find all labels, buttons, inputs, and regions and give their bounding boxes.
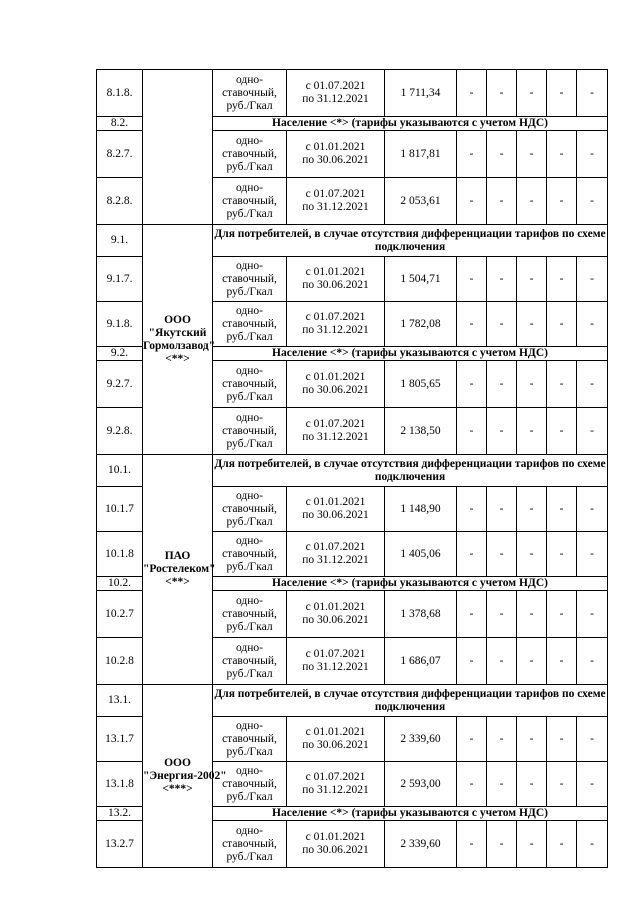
rate-type: одно- ставочный, руб./Гкал — [213, 717, 287, 762]
period: с 01.07.2021 по 31.12.2021 — [287, 178, 385, 225]
rate-type: одно- ставочный, руб./Гкал — [213, 178, 287, 225]
row-number: 9.1.7. — [97, 257, 143, 302]
empty-cell: - — [517, 178, 547, 225]
empty-cell: - — [457, 638, 487, 685]
table-row — [97, 70, 608, 117]
empty-cell: - — [487, 591, 517, 638]
row-number: 8.2.8. — [97, 178, 143, 225]
org-name: ПАО "Ростелеком" <**> — [143, 455, 213, 685]
rate-type: одно- ставочный, руб./Гкал — [213, 302, 287, 347]
period: с 01.07.2021 по 31.12.2021 — [287, 762, 385, 807]
rate-type: одно- ставочный, руб./Гкал — [213, 532, 287, 577]
period: с 01.07.2021 по 31.12.2021 — [287, 302, 385, 347]
tariff-value: 1 504,71 — [385, 257, 457, 302]
empty-cell: - — [487, 302, 517, 347]
empty-cell: - — [487, 717, 517, 762]
row-number: 9.1.8. — [97, 302, 143, 347]
row-number: 10.2.7 — [97, 591, 143, 638]
empty-cell: - — [517, 821, 547, 868]
empty-cell: - — [547, 821, 577, 868]
rate-type: одно- ставочный, руб./Гкал — [213, 821, 287, 868]
row-number: 9.2.7. — [97, 361, 143, 408]
row-number: 13.1.8 — [97, 762, 143, 807]
empty-cell: - — [457, 408, 487, 455]
empty-cell: - — [577, 532, 608, 577]
empty-cell: - — [487, 178, 517, 225]
org-name: ООО "Энергия-2002" <***> — [143, 685, 213, 868]
period: с 01.01.2021 по 30.06.2021 — [287, 717, 385, 762]
rate-type: одно- ставочный, руб./Гкал — [213, 361, 287, 408]
period: с 01.01.2021 по 30.06.2021 — [287, 257, 385, 302]
row-number: 13.1.7 — [97, 717, 143, 762]
empty-cell: - — [577, 638, 608, 685]
empty-cell: - — [517, 257, 547, 302]
row-number: 10.1. — [97, 455, 143, 487]
tariff-value: 2 339,60 — [385, 821, 457, 868]
empty-cell: - — [577, 762, 608, 807]
row-number: 13.2.7 — [97, 821, 143, 868]
empty-cell: - — [547, 70, 577, 117]
empty-cell: - — [577, 257, 608, 302]
empty-cell: - — [547, 762, 577, 807]
section-header: Население <*> (тарифы указываются с учетом НДС) — [213, 117, 608, 131]
empty-cell: - — [547, 591, 577, 638]
rate-type: одно- ставочный, руб./Гкал — [213, 638, 287, 685]
period: с 01.01.2021 по 30.06.2021 — [287, 131, 385, 178]
rate-type: одно- ставочный, руб./Гкал — [213, 257, 287, 302]
table-row — [97, 455, 608, 487]
org-name: ООО "Якутский Гормолзавод" <**> — [143, 225, 213, 455]
empty-cell: - — [577, 70, 608, 117]
empty-cell: - — [487, 487, 517, 532]
empty-cell: - — [457, 131, 487, 178]
tariff-value: 2 593,00 — [385, 762, 457, 807]
tariff-value: 1 405,06 — [385, 532, 457, 577]
empty-cell: - — [547, 532, 577, 577]
tariff-value: 1 817,81 — [385, 131, 457, 178]
row-number: 10.2.8 — [97, 638, 143, 685]
empty-cell: - — [577, 717, 608, 762]
tariff-value: 1 711,34 — [385, 70, 457, 117]
row-number: 9.2. — [97, 347, 143, 361]
tariff-value: 1 148,90 — [385, 487, 457, 532]
tariff-value: 1 782,08 — [385, 302, 457, 347]
empty-cell: - — [547, 638, 577, 685]
empty-cell: - — [487, 821, 517, 868]
empty-cell: - — [547, 257, 577, 302]
period: с 01.01.2021 по 30.06.2021 — [287, 487, 385, 532]
empty-cell: - — [457, 361, 487, 408]
empty-cell: - — [547, 178, 577, 225]
empty-cell: - — [457, 257, 487, 302]
empty-cell: - — [487, 70, 517, 117]
empty-cell: - — [487, 131, 517, 178]
empty-cell: - — [457, 178, 487, 225]
empty-cell: - — [487, 762, 517, 807]
rate-type: одно- ставочный, руб./Гкал — [213, 131, 287, 178]
empty-cell: - — [517, 762, 547, 807]
empty-cell: - — [517, 70, 547, 117]
empty-cell: - — [577, 591, 608, 638]
row-number: 8.2.7. — [97, 131, 143, 178]
period: с 01.01.2021 по 30.06.2021 — [287, 821, 385, 868]
section-header: Для потребителей, в случае отсутствия дифференциации тарифов по схеме подключения — [213, 685, 608, 717]
row-number: 9.2.8. — [97, 408, 143, 455]
empty-cell: - — [457, 762, 487, 807]
empty-cell: - — [577, 821, 608, 868]
row-number: 10.2. — [97, 577, 143, 591]
section-header: Население <*> (тарифы указываются с учетом НДС) — [213, 577, 608, 591]
empty-cell: - — [457, 717, 487, 762]
empty-cell: - — [547, 408, 577, 455]
empty-cell: - — [487, 408, 517, 455]
tariff-value: 1 686,07 — [385, 638, 457, 685]
period: с 01.01.2021 по 30.06.2021 — [287, 361, 385, 408]
section-header: Для потребителей, в случае отсутствия дифференциации тарифов по схеме подключения — [213, 455, 608, 487]
empty-cell: - — [487, 257, 517, 302]
tariff-value: 1 378,68 — [385, 591, 457, 638]
rate-type: одно- ставочный, руб./Гкал — [213, 70, 287, 117]
empty-cell: - — [517, 361, 547, 408]
tariff-value: 2 339,60 — [385, 717, 457, 762]
rate-type: одно- ставочный, руб./Гкал — [213, 762, 287, 807]
period: с 01.07.2021 по 31.12.2021 — [287, 532, 385, 577]
row-number: 9.1. — [97, 225, 143, 257]
period: с 01.07.2021 по 31.12.2021 — [287, 638, 385, 685]
org-cell — [143, 70, 213, 225]
row-number: 10.1.8 — [97, 532, 143, 577]
empty-cell: - — [457, 532, 487, 577]
empty-cell: - — [457, 821, 487, 868]
period: с 01.07.2021 по 31.12.2021 — [287, 408, 385, 455]
tariff-value: 2 138,50 — [385, 408, 457, 455]
empty-cell: - — [577, 131, 608, 178]
empty-cell: - — [577, 302, 608, 347]
empty-cell: - — [547, 487, 577, 532]
row-number: 10.1.7 — [97, 487, 143, 532]
rate-type: одно- ставочный, руб./Гкал — [213, 591, 287, 638]
empty-cell: - — [547, 717, 577, 762]
empty-cell: - — [517, 717, 547, 762]
row-number: 8.1.8. — [97, 70, 143, 117]
row-number: 13.2. — [97, 807, 143, 821]
rate-type: одно- ставочный, руб./Гкал — [213, 487, 287, 532]
table-row — [97, 685, 608, 717]
empty-cell: - — [517, 638, 547, 685]
empty-cell: - — [577, 178, 608, 225]
empty-cell: - — [547, 361, 577, 408]
empty-cell: - — [457, 70, 487, 117]
row-number: 13.1. — [97, 685, 143, 717]
tariff-table — [96, 69, 608, 868]
tariff-value: 2 053,61 — [385, 178, 457, 225]
empty-cell: - — [547, 302, 577, 347]
period: с 01.01.2021 по 30.06.2021 — [287, 591, 385, 638]
section-header: Для потребителей, в случае отсутствия дифференциации тарифов по схеме подключения — [213, 225, 608, 257]
empty-cell: - — [577, 361, 608, 408]
empty-cell: - — [487, 361, 517, 408]
tariff-value: 1 805,65 — [385, 361, 457, 408]
empty-cell: - — [487, 638, 517, 685]
empty-cell: - — [517, 487, 547, 532]
empty-cell: - — [457, 487, 487, 532]
empty-cell: - — [517, 408, 547, 455]
empty-cell: - — [517, 302, 547, 347]
empty-cell: - — [517, 591, 547, 638]
empty-cell: - — [517, 532, 547, 577]
empty-cell: - — [457, 302, 487, 347]
empty-cell: - — [547, 131, 577, 178]
empty-cell: - — [577, 408, 608, 455]
empty-cell: - — [457, 591, 487, 638]
rate-type: одно- ставочный, руб./Гкал — [213, 408, 287, 455]
section-header: Население <*> (тарифы указываются с учетом НДС) — [213, 347, 608, 361]
empty-cell: - — [517, 131, 547, 178]
empty-cell: - — [487, 532, 517, 577]
row-number: 8.2. — [97, 117, 143, 131]
period: с 01.07.2021 по 31.12.2021 — [287, 70, 385, 117]
empty-cell: - — [577, 487, 608, 532]
table-row — [97, 225, 608, 257]
section-header: Население <*> (тарифы указываются с учетом НДС) — [213, 807, 608, 821]
